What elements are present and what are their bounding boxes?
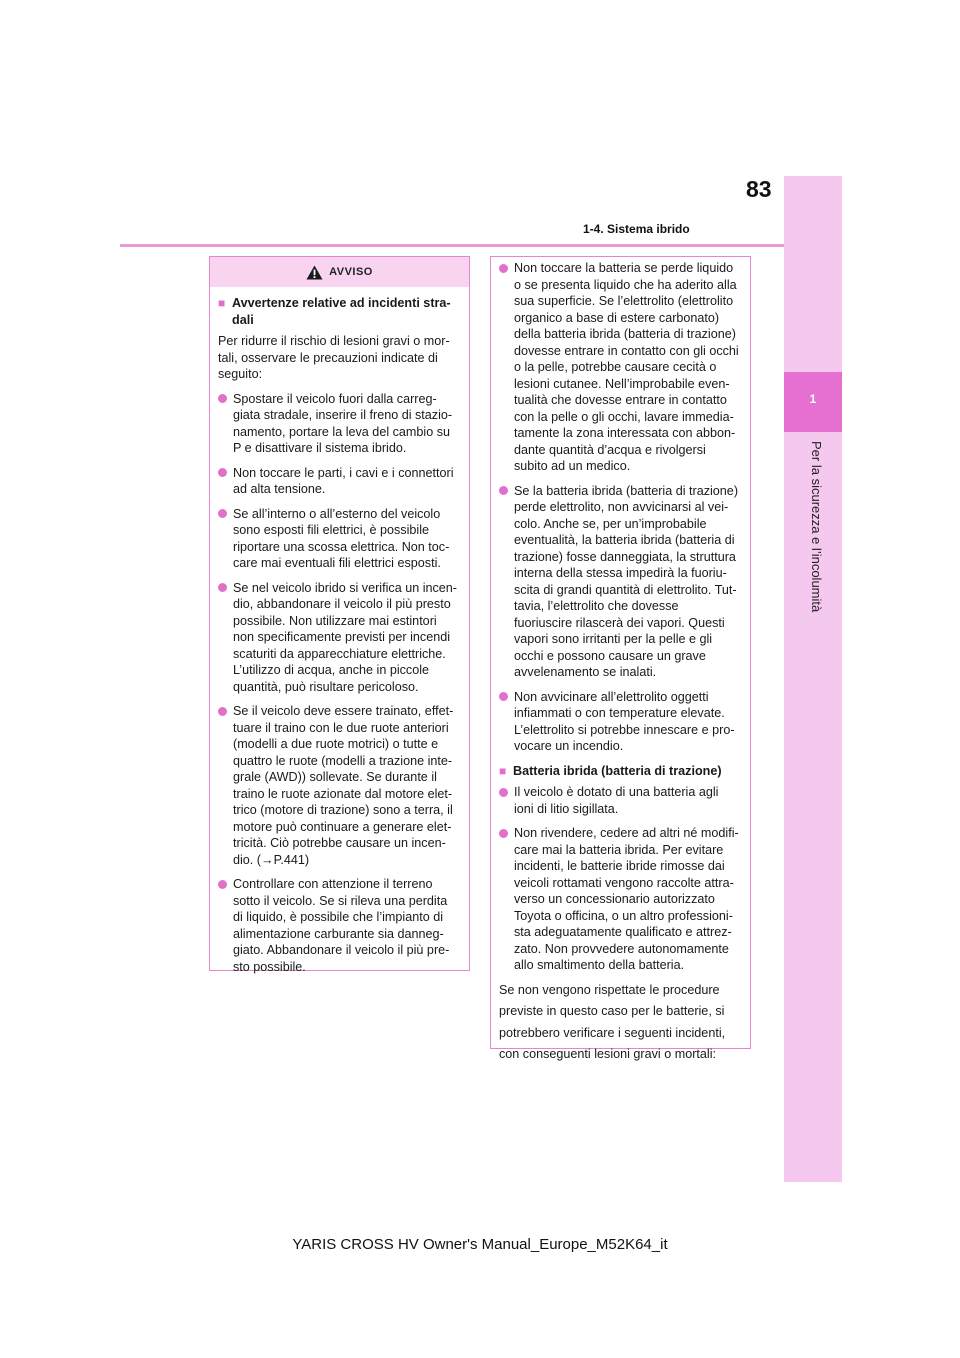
warning-box (209, 256, 470, 974)
bullet-item (499, 260, 740, 475)
bullet-item (218, 465, 459, 498)
bullet-dot-icon (218, 707, 227, 716)
battery-warning-box (490, 256, 751, 1061)
closing-line: previste in questo caso per le batterie, si (499, 1004, 725, 1018)
bullet-text: Non toccare le parti, i cavi e i connettori ad alta tensione. (233, 465, 454, 496)
bullet-dot-icon (499, 486, 508, 495)
header-rule (120, 244, 786, 247)
bullet-dot-icon (499, 264, 508, 273)
bullet-dot-icon (218, 394, 227, 403)
closing-line: Se non vengono rispettate le procedure (499, 982, 720, 997)
warning-header (210, 257, 469, 287)
battery-section-title-text: Batteria ibrida (batteria di trazione) (513, 763, 722, 778)
warning-title-text: Avvertenze relative ad incidenti stra- dali (232, 296, 451, 327)
bullet-item (499, 825, 740, 974)
bullet-dot-icon (499, 829, 508, 838)
bullet-dot-icon (499, 692, 508, 701)
bullet-text: Se all’interno o all’esterno del veicolo sono esposti fili elettrici, è possibile riportare una scossa elettrica. Non toc- care mai eventuali fili elettrici esposti. (233, 506, 450, 570)
bullet-item (218, 391, 459, 457)
bullet-item (218, 506, 459, 572)
page-number: 83 (746, 176, 772, 202)
bullet-text: Se nel veicolo ibrido si verifica un incen- dio, abbandonare il veicolo il più presto possibile. Non utilizzare mai estintori non specificamente previsti per incendi scaturiti da apparecchiature elettriche. L’utilizzo di acqua, anche in piccole quantità, può risultare pericoloso. (233, 580, 458, 694)
bullet-text: Non rivendere, cedere ad altri né modifi- care mai la batteria ibrida. Per evitare incidenti, le batterie ibride rimosse dai veicoli rottamati vengono raccolte attra- verso un concessionario autorizzato Toyota o officina, o un altro professioni- sta adeguatamente qualificato e attrez- zato. Non provvedere autonomamente allo smaltimento della batteria. (514, 826, 739, 972)
warning-label: AVVISO (329, 265, 373, 278)
bullet-dot-icon (218, 509, 227, 518)
bullet-text: Se la batteria ibrida (batteria di trazione) perde elettrolito, non avvicinarsi al vei- colo. Anche se, per un’improbabile eventualità, la batteria ibrida (batteria di trazione) fosse danneggiata, la struttura interna della stessa impedirà la fuoriu- scita di grandi quantità di elettrolito. Tut- tavia, l’elettrolito che dovesse fuoriuscire rilascerà dei vapori. Questi vapori sono irritanti per la pelle e gli occhi e possono causare un grave avvelenamento se inalati. (514, 483, 739, 679)
chapter-side-tab (784, 176, 842, 1182)
warning-title (218, 295, 459, 328)
closing-line: con conseguenti lesioni gravi o mortali: (499, 1047, 717, 1061)
chapter-number: 1 (809, 392, 817, 406)
bullet-text: Non toccare la batteria se perde liquido o se presenta liquido che ha aderito alla sua superficie. Se l’elettrolito (elettrolito organico a base di estere carbonato) della batteria ibrida (batteria di trazione) dovesse entrare in contatto con gli occhi o la pelle, potrebbe causare cecità o lesioni cutanee. Nell’improbabile even- tualità che dovesse entrare in contatto con la pelle o gli occhi, lavare immedia- tamente la zona interessata con abbon- dante quantità d’acqua e rivolgersi subito ad un medico. (514, 261, 739, 473)
battery-closing (499, 982, 740, 1064)
bullet-item (499, 483, 740, 681)
bullet-text: Non avvicinare all’elettrolito oggetti infiammati o con temperature elevate. L’elettrolito si potrebbe innescare e pro- vocare un incendio. (514, 689, 735, 753)
bullet-text: Controllare con attenzione il terreno sotto il veicolo. Se si rileva una perdita di liquido, è possibile che l’impianto di alimentazione carburante sia danneg- giato. Abbandonare il veicolo il più pre- sto possibile. (233, 877, 450, 974)
battery-bullets-b (499, 784, 740, 974)
bullet-item (218, 703, 459, 868)
bullet-item (218, 580, 459, 696)
bullet-dot-icon (499, 788, 508, 797)
bullet-dot-icon (218, 880, 227, 889)
square-bullet-icon: ■ (218, 296, 226, 310)
section-title: 1-4. Sistema ibrido (583, 222, 690, 236)
bullet-dot-icon (218, 583, 227, 592)
warning-intro: Per ridurre il rischio di lesioni gravi o mor- tali, osservare le precauzioni indicate di seguito: (218, 334, 450, 381)
warning-content (210, 287, 469, 975)
bullet-text: Se il veicolo deve essere trainato, effet- tuare il traino con le due ruote anteriori (modelli a due ruote motrici) o tutte e quattro le ruote (modelli a trazione inte- grale (AWD)) sollevate. Se durante il traino le ruote azionate dal motore elet- trico (motore di trazione) sono a terra, il motore può continuare a generare elet- tricità. Ciò potrebbe causare un incen- dio. (→P.441) (233, 704, 454, 867)
bullet-dot-icon (218, 468, 227, 477)
bullet-item (499, 689, 740, 755)
closing-line: potrebbero verificare i seguenti incidenti, (499, 1025, 726, 1040)
battery-bullets-a (499, 260, 740, 755)
bullet-item (499, 784, 740, 817)
square-bullet-icon: ■ (499, 763, 507, 778)
battery-section-title (499, 763, 740, 780)
bullet-text: Il veicolo è dotato di una batteria agli ioni di litio sigillata. (514, 785, 719, 816)
bullet-item (218, 876, 459, 975)
chapter-label: Per la sicurezza e l’incolumità (809, 441, 824, 613)
footer-text: YARIS CROSS HV Owner's Manual_Europe_M52K64_it (292, 1236, 668, 1253)
battery-warning-content (491, 257, 750, 1063)
bullet-text: Spostare il veicolo fuori dalla carreg- giata stradale, inserire il freno di stazio- namento, portare la leva del cambio su P e disattivare il sistema ibrido. (233, 391, 453, 455)
warning-triangle-icon (306, 265, 323, 280)
